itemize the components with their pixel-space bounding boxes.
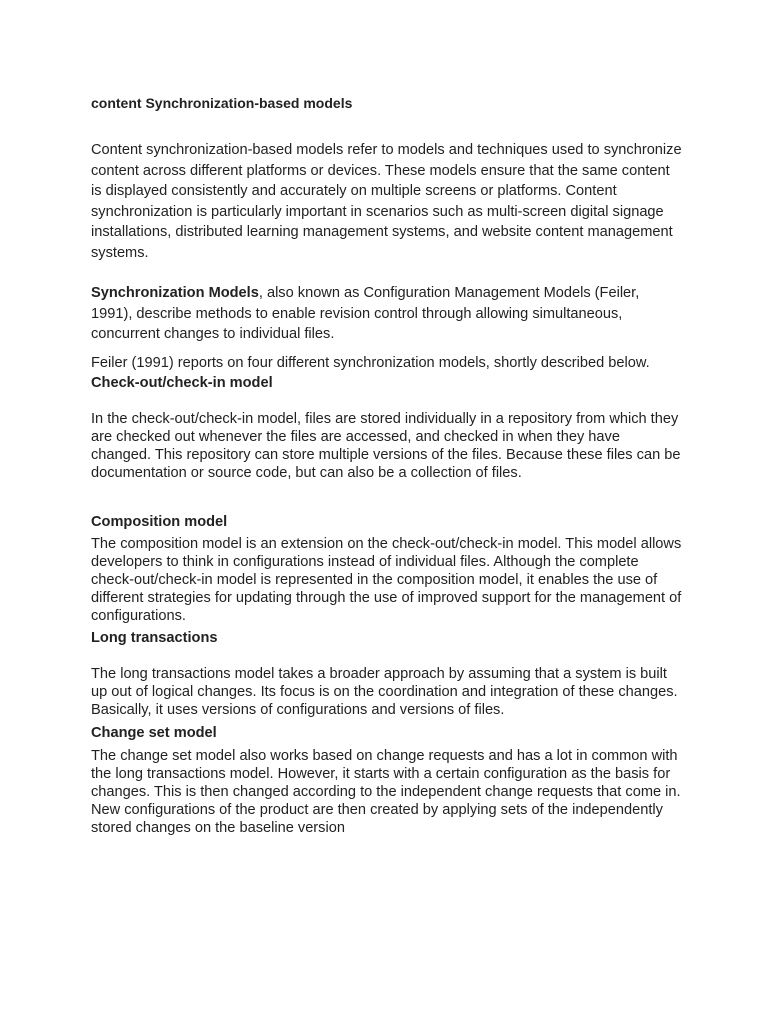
sync-models-description: , also known as Configuration Management Models (Feiler, 1991), describe methods to enable revision control through allowing simultaneous, concurrent changes to individual files. [91, 285, 640, 342]
section-heading-checkout: Check-out/check-in model [91, 375, 273, 391]
sync-models-paragraph [91, 283, 683, 345]
document-title: content Synchronization-based models [91, 95, 353, 111]
sync-models-term: Synchronization Models [91, 285, 259, 301]
section-heading-change-set: Change set model [91, 725, 217, 741]
section-heading-composition: Composition model [91, 514, 228, 530]
section-body-checkout: In the check-out/check-in model, files are stored individually in a repository from which they are checked out whenever the files are accessed, and checked in when they have changed. This repository can store multiple versions of the files. Because these files can be documentation or source code, but can also be a collection of files. [91, 411, 681, 481]
feiler-summary-line: Feiler (1991) reports on four different synchronization models, shortly described below. [91, 354, 650, 371]
section-heading-long-transactions: Long transactions [91, 630, 218, 646]
document-content [91, 94, 683, 837]
section-body-change-set: The change set model also works based on change requests and has a lot in common with the long transactions model. However, it starts with a certain configuration as the basis for changes. This is then changed according to the independent change requests that come in. New configurations of the product are then created by applying sets of the independently stored changes on the baseline version [91, 748, 681, 836]
intro-paragraph: Content synchronization-based models refer to models and techniques used to synchronize content across different platforms or devices. These models ensure that the same content is displayed consistently and accurately on multiple screens or platforms. Content synchronization is particularly important in scenarios such as multi-screen digital signage installations, distributed learning management systems, and website content management systems. [91, 142, 682, 261]
section-body-composition: The composition model is an extension on the check-out/check-in model. This model allows developers to think in configurations instead of individual files. Although the complete check-out/check-in model is represented in the composition model, it enables the use of different strategies for updating through the use of improved support for the management of configurations. [91, 536, 682, 624]
section-body-long-transactions: The long transactions model takes a broader approach by assuming that a system is built up out of logical changes. Its focus is on the coordination and integration of these changes. Basically, it uses versions of configurations and versions of files. [91, 666, 678, 718]
